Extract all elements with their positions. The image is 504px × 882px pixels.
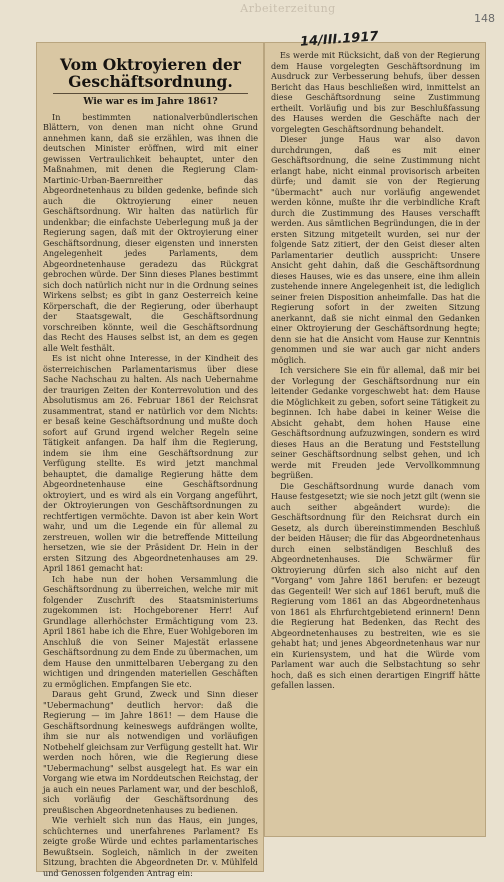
clipping-left-column	[36, 42, 264, 878]
left-paragraph-1: In bestimmten nationalverbündlerischen Blättern, von denen man nicht ohne Grund annehmen kann, daß sie erzählen, was ihnen die deutschen Minister eröffnen, wird mit einer gewissen Vertraulichkeit behauptet, unter den Maßnahmen, mit denen die Regierung Clam-Martinic-Urban-Baernreither das Abgeordnetenhaus zu bilden gedenke, befinde sich auch die Oktroyierung einer neuen Geschäftsordnung. Wir halten das natürlich für undenkbar; die einfachste Ueberlegung muß ja der Regierung sagen, daß mit der Oktroyierung einer Geschäftsordnung, dieser eigensten und innersten Angelegenheit jedes Parlaments, dem Abgeordnetenhause geradezu das Rückgrat gebrochen würde. Der Sinn dieses Planes bestimmt sich doch natürlich nicht nur in die Ordnung seines Wirkens selbst; es gibt in ganz Oesterreich keine Körperschaft, die der Regierung, oder überhaupt der Staatsgewalt, die Geschäftsordnung vorschreiben könnte, weil die Geschäftsordnung das Recht des Hauses selbst ist, an dem es gegen alle Welt festhält.	[43, 111, 258, 353]
article-title-line-2: Geschäftsordnung.	[68, 72, 233, 91]
handwritten-date: 14/III.1917	[299, 29, 379, 50]
clipping-right-column	[264, 42, 486, 837]
right-paragraph-4: Die Geschäftsordnung wurde danach vom Hause festgesetzt; wie sie noch jetzt gilt (wenn sie auch seither abgeändert wurde): die Geschäftsordnung für den Reichsrat durch ein Gesetz, als durch übereinstimmenden Beschluß der beiden Häuser; die für das Abgeordnetenhaus durch einen selbständigen Beschluß des Abgeordnetenhauses. Die Schwärmer für Oktroyierung dürfen sich also nicht auf den "Vorgang" vom Jahre 1861 berufen: er bezeugt das Gegenteil! Wer sich auf 1861 beruft, muß die Regierung vom 1861 an das Abgeordnetenhaus von 1861 als Ehrfurchtgebietend erinnern! Denn die Regierung hat Bedenken, das Recht des Abgeordnetenhauses zu bestreiten, wie es sie gehabt hat; und jenes Abgeordnetenhaus war nur ein Kuriensystem, und hat die Würde vom Parlament war auch die Selbstachtung so sehr hoch, daß es sich einen derartigen Eingriff hätte gefallen lassen.	[271, 480, 480, 690]
article-title	[43, 56, 258, 90]
left-paragraph-3: Ich habe nun der hohen Versammlung die Geschäftsordnung zu überreichen, welche mir mit folgender Zuschrift des Staatsministeriums zugekommen ist: Hochgeborener Herr! Auf Grundlage allerhöchster Ermächtigung vom 23. April 1861 habe ich die Ehre, Euer Wohlgeboren im Anschluß die von Seiner Majestät erlassene Geschäftsordnung zu dem Ende zu übermachen, um dem Hause den unmittelbaren Uebergang zu den wichtigen und dringenden materiellen Geschäften zu ermöglichen. Empfangen Sie etc.	[43, 573, 259, 689]
right-paragraph-1: Es werde mit Rücksicht, daß von der Regierung dem Hause vorgelegten Geschäftsordnung im Ausdruck zur Verbesserung behufs, über dessen Bericht das Haus beschließen wird, inmittelst an diese Geschäftsordnung seine Zustimmung ertheilt. Vorläufig und bis zur Beschlußfassung des Hauses werden die Geschäfte nach der vorgelegten Geschäftsordnung behandelt.	[271, 50, 480, 134]
article-subtitle: Wie war es im Jahre 1861?	[83, 97, 218, 107]
left-paragraph-5: Wie verhielt sich nun das Haus, ein junges, schüchternes und unerfahrenes Parlament? Es zeigte große Würde und echtes parlamentarisches Bewußtsein. Sogleich, nämlich in der zweiten Sitzung, brachten die Abgeordneten Dr. v. Mühlfeld und Genossen folgenden Antrag ein:	[43, 815, 258, 878]
article-title-line-1: Vom Oktroyieren der	[60, 55, 241, 74]
archive-stamp: Arbeiterzeitung	[240, 2, 336, 15]
right-paragraph-2: Dieser junge Haus war also davon durchdrungen, daß es mit einer Geschäftsordnung, die seine Zustimmung nicht erlangt habe, nicht einmal provisorisch arbeiten dürfe; und damit sie von der Regierung "übermacht" auch nur vorläufig angewendet werden könne, mußte ihr die verbindliche Kraft durch die Zustimmung des Hauses verschafft werden. Aus sämtlichen Begründungen, die in der ersten Sitzung mitgeteilt wurden, sei nur der folgende Satz zitiert, der den Geist dieser alten Parlamentarier deutlich ausspricht: Unsere Ansicht geht dahin, daß die Geschäftsordnung dieses Hauses, wie es das unsere, eine ihm allein zustehende innere Angelegenheit ist, die lediglich seiner freien Disposition anheimfalle. Das hat die Regierung sofort in der zweiten Sitzung anerkannt, daß sie nicht einmal den Gedanken einer Oktroyierung der Geschäftsordnung hegte; denn sie hat die Ansicht vom Hause zur Kenntnis genommen und sie war auch gar nicht anders möglich.	[271, 134, 480, 365]
left-paragraph-2: Es ist nicht ohne Interesse, in der Kindheit des österreichischen Parlamentarismus über diese Sache Nachschau zu halten. Als nach Uebernahme der traurigen Zeiten der Konterrevolution und des Absolutismus am 26. Februar 1861 der Reichsrat zusammentrat, stand er natürlich vor dem Nichts: er besaß keine Geschäftsordnung und mußte doch sofort auf Grund irgend welcher Regeln seine Tätigkeit anfangen. Da half ihm die Regierung, indem sie ihm eine Geschäftsordnung zur Verfügung stellte. Es wird jetzt manchmal behauptet, die damalige Regierung hätte dem Abgeordnetenhause eine Geschäftsordnung oktroyiert, und es wird als ein Vorgang angeführt, der Oktroyierungen von Geschäftsordnungen zu rechtfertigen vermöchte. Davon ist aber kein Wort wahr, und um die Legende ein für allemal zu zerstreuen, wollen wir die betreffende Mitteilung hersetzen, wie sie der Präsident Dr. Hein in der ersten Sitzung des Abgeordnetenhauses am 29. April 1861 gemacht hat:	[43, 353, 258, 573]
left-column-text	[43, 50, 259, 878]
right-column-text	[271, 50, 480, 833]
left-paragraph-4: Daraus geht Grund, Zweck und Sinn dieser "Uebermachung" deutlich hervor: daß die Regierung — im Jahre 1861! — dem Hause die Geschäftsordnung keineswegs aufdrängen wollte, ihm sie nur als notwendigen und vorläufigen Notbehelf gleichsam zur Verfügung gestellt hat. Wir werden noch hören, wie die Regierung diese "Uebermachung" selbst ausgelegt hat. Es war ein Vorgang wie etwa im Norddeutschen Reichstag, der ja auch ein neues Parlament war, und der beschloß, sich vorläufig der Geschäftsordnung des preußischen Abgeordnetenhauses zu bedienen.	[43, 689, 258, 815]
title-rule	[53, 93, 248, 94]
right-paragraph-3: Ich versichere Sie ein für allemal, daß mir bei der Vorlegung der Geschäftsordnung nur ein leitender Gedanke vorgeschwebt hat: dem Hause die Möglichkeit zu geben, sofort seine Tätigkeit zu beginnen. Ich habe dabei in keiner Weise die Absicht gehabt, dem hohen Hause eine Geschäftsordnung aufzuzwingen, sondern es wird dieses Haus an die Beratung und Feststellung seiner Geschäftsordnung selbst gehen, und ich werde mit Freuden jede Vervollkommnung begrüßen.	[271, 365, 480, 480]
page-number: 148	[474, 12, 495, 25]
